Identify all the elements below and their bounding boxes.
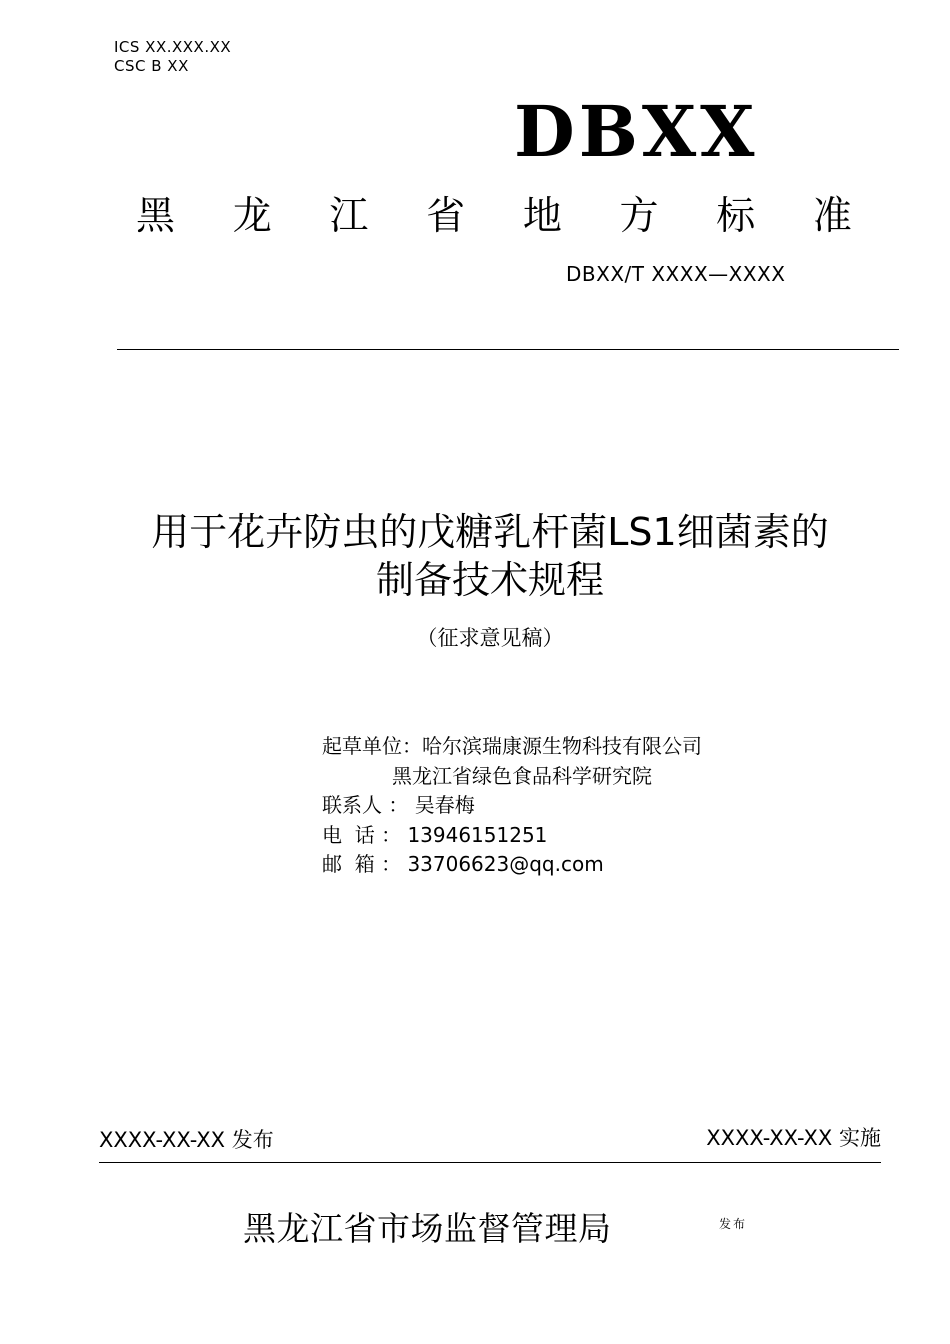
standard-type-char: 黑 (136, 194, 176, 239)
standard-type-char: 龙 (232, 194, 272, 239)
ics-code-block (114, 38, 231, 76)
footer-divider (99, 1162, 881, 1163)
standard-logo: DBXX (514, 90, 759, 173)
drafting-unit-1: 哈尔滨瑞康源生物科技有限公司 (422, 734, 702, 758)
drafting-unit-label: 起草单位： (322, 734, 422, 758)
drafting-unit-2: 黑龙江省绿色食品科学研究院 (392, 764, 652, 788)
contact-line (322, 792, 475, 818)
issue-label: 发布 (719, 1217, 748, 1231)
phone-number: 13946151251 (407, 823, 548, 847)
drafting-unit-line (322, 733, 702, 759)
document-title (60, 508, 920, 604)
standard-type-char: 江 (329, 194, 369, 239)
email-address: 33706623@qq.com (407, 852, 604, 876)
standard-type-char: 方 (619, 194, 659, 239)
title-line-2: 制备技术规程 (375, 558, 604, 602)
csc-code: CSC B XX (114, 57, 189, 75)
phone-label: 电 话 ： (322, 823, 402, 847)
standard-type-char: 准 (812, 194, 852, 239)
email-line (322, 851, 604, 877)
title-line-1: 用于花卉防虫的戊糖乳杆菌LS1细菌素的 (151, 510, 829, 554)
standard-type-char: 标 (716, 194, 756, 239)
standard-number: DBXX/T XXXX—XXXX (566, 262, 786, 286)
standard-type-name (136, 194, 852, 240)
contact-name: 吴春梅 (414, 793, 475, 817)
draft-status: （征求意见稿） (416, 626, 564, 650)
contact-label: 联系人 ： (322, 793, 409, 817)
standard-type-char: 省 (426, 194, 466, 239)
publish-date: XXXX-XX-XX 发布 (99, 1128, 274, 1152)
implement-date: XXXX-XX-XX 实施 (706, 1126, 881, 1150)
ics-code: ICS XX.XXX.XX (114, 38, 232, 56)
standard-type-char: 地 (522, 194, 562, 239)
phone-line (322, 822, 547, 848)
header-divider (117, 349, 899, 350)
email-label: 邮 箱 ： (322, 852, 402, 876)
issuing-authority: 黑龙江省市场监督管理局 (243, 1209, 612, 1248)
